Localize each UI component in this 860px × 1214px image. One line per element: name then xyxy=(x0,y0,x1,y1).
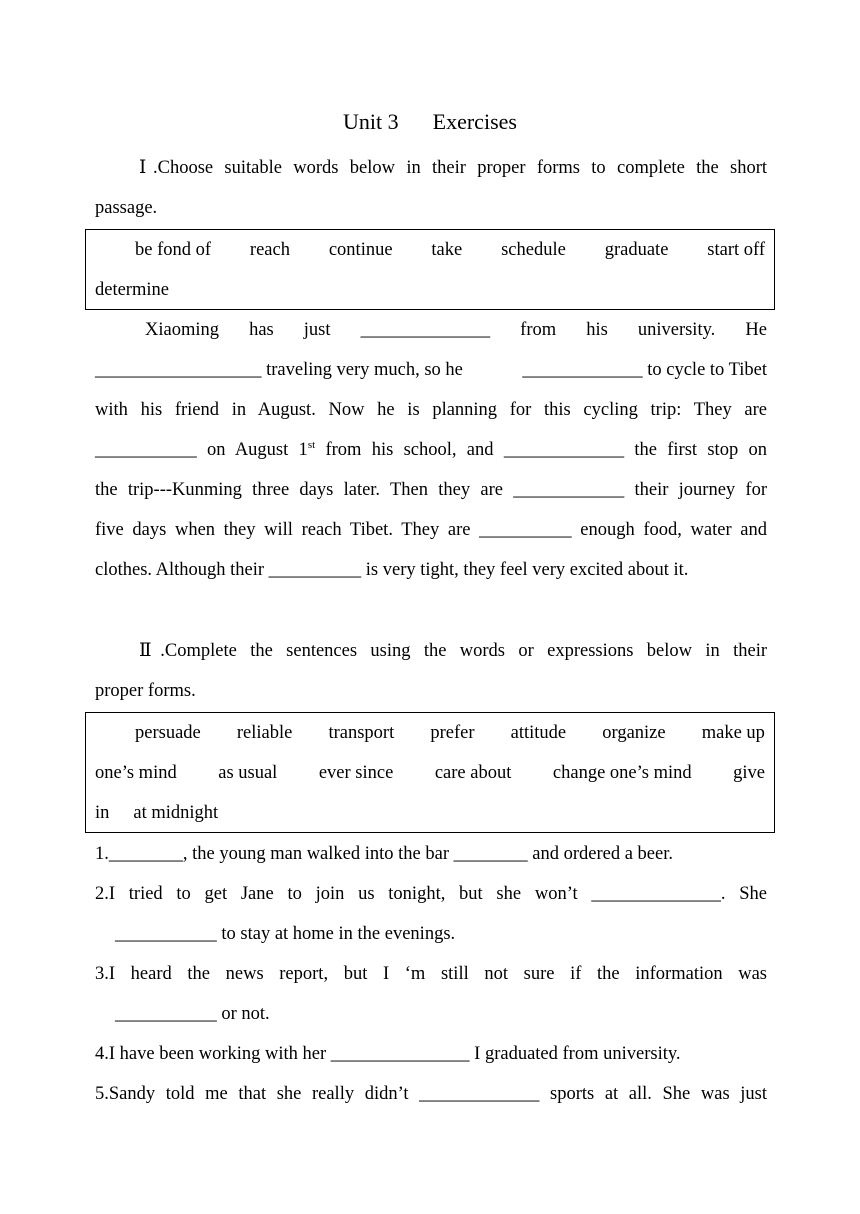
word: one’s mind xyxy=(95,763,177,783)
word: schedule xyxy=(501,240,566,260)
word: make up xyxy=(701,723,765,743)
section1-heading xyxy=(95,148,767,228)
word: take xyxy=(431,240,463,260)
section2-heading-line2: proper forms. xyxy=(95,681,196,701)
question-5-line1: 5.Sandy told me that she really didn’t _____________ sports at all. She was just xyxy=(95,1084,767,1104)
title-unit: Unit 3 xyxy=(343,109,399,134)
passage-line-5: the trip---Kunming three days later. Then they are ____________ their journey for xyxy=(95,480,767,500)
question-1: 1.________, the young man walked into the bar ________ and ordered a beer. xyxy=(95,844,673,864)
word: start off xyxy=(707,240,765,260)
passage xyxy=(95,310,767,590)
question-4: 4.I have been working with her _______________ I graduated from university. xyxy=(95,1044,681,1064)
word: graduate xyxy=(604,240,669,260)
question-3-line1: 3.I heard the news report, but I ‘m still not sure if the information was xyxy=(95,964,767,984)
passage-line-4: ___________ on August 1st from his school, and _____________ the first stop on xyxy=(95,438,767,460)
passage-line-7: clothes. Although their __________ is very tight, they feel very excited about it. xyxy=(95,560,689,580)
word: determine xyxy=(95,280,169,300)
page-title xyxy=(0,108,860,136)
section2-heading xyxy=(95,631,767,711)
question-3-line2: ___________ or not. xyxy=(115,1004,270,1024)
passage-line-1: Xiaoming has just ______________ from his university. He xyxy=(145,320,767,340)
word: reliable xyxy=(236,723,293,743)
word: give xyxy=(733,763,765,783)
word-box-2-row3 xyxy=(95,793,765,833)
word: persuade xyxy=(135,723,201,743)
questions xyxy=(95,834,767,1114)
section1-heading-line2: passage. xyxy=(95,198,158,218)
word-box-2-row1 xyxy=(95,713,765,753)
word-box-2 xyxy=(85,712,775,833)
word: care about xyxy=(434,763,512,783)
section1-heading-line1: Ⅰ.Choose suitable words below in their proper forms to complete the short xyxy=(139,158,767,178)
word: transport xyxy=(328,723,395,743)
passage-line-3: with his friend in August. Now he is planning for this cycling trip: They are xyxy=(95,400,767,420)
word: be fond of xyxy=(135,240,212,260)
title-name: Exercises xyxy=(432,109,517,134)
word: continue xyxy=(328,240,393,260)
passage-line-2: __________________ traveling very much, so he _____________ to cycle to Tibet xyxy=(95,360,767,380)
word-box-1-row2 xyxy=(95,270,765,310)
word: ever since xyxy=(318,763,394,783)
word: reach xyxy=(249,240,290,260)
word: change one’s mind xyxy=(552,763,692,783)
word: organize xyxy=(602,723,666,743)
word-box-1-row1 xyxy=(95,230,765,270)
word: at midnight xyxy=(133,803,219,823)
word: as usual xyxy=(218,763,278,783)
question-2-line1: 2.I tried to get Jane to join us tonight, but she won’t ______________. She xyxy=(95,884,767,904)
word: attitude xyxy=(510,723,567,743)
word: prefer xyxy=(430,723,475,743)
passage-line-6: five days when they will reach Tibet. They are __________ enough food, water and xyxy=(95,520,767,540)
question-2-line2: ___________ to stay at home in the evenings. xyxy=(115,924,456,944)
word-box-2-row2 xyxy=(95,753,765,793)
word-box-1 xyxy=(85,229,775,310)
word: in xyxy=(95,803,110,823)
section2-heading-line1: Ⅱ.Complete the sentences using the words or expressions below in their xyxy=(139,641,767,661)
